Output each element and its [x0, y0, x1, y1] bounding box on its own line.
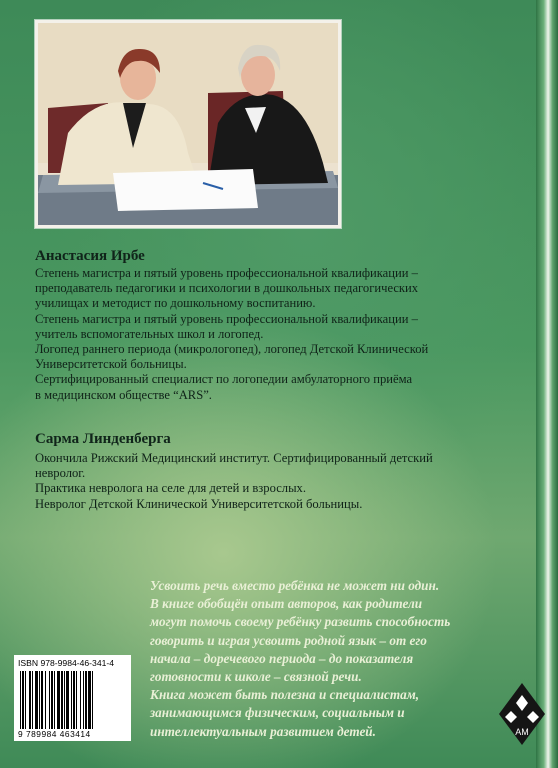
blurb-line: Усвоить речь вместо ребёнка не может ни один. [150, 578, 440, 593]
authors-photo [35, 20, 341, 228]
author2-bio [35, 451, 505, 512]
svg-text:AM: AM [515, 727, 529, 737]
blurb-line: говорить и играя усвоить родной язык – от его [150, 632, 427, 648]
blurb-line: В книге обобщён опыт авторов, как родители [150, 596, 423, 612]
bio-line: Невролог Детской Клинической Университетской больницы. [35, 496, 363, 511]
blurb-line: интеллектуальным развитием детей. [150, 723, 376, 739]
bio-line: Степень магистра и пятый уровень профессиональной квалификации – [35, 266, 418, 280]
bio-line: Сертифицированный специалист по логопедии амбулаторного приёма [35, 372, 413, 387]
isbn-label: ISBN 978-9984-46-341-4 [18, 658, 115, 668]
bio-line: преподаватель педагогики и психологии в дошкольных педагогических [35, 281, 419, 296]
bio-line: Практика невролога на селе для детей и взрослых. [35, 481, 306, 496]
blurb-line: занимающимся физическим, социальным и [150, 705, 405, 721]
isbn-barcode [14, 655, 131, 741]
blurb-line: могут помочь своему ребёнку развить способность [150, 614, 451, 630]
blurb-line: начала – доречевого периода – до показателя [150, 650, 414, 666]
bio-line: учитель вспомогательных школ и логопед. [35, 326, 264, 341]
bio-line: училищах и методист по дошкольному воспитанию. [35, 296, 316, 311]
book-blurb [150, 577, 530, 741]
author1-bio [35, 266, 505, 403]
barcode-icon [18, 671, 127, 729]
publisher-logo-icon [499, 683, 545, 745]
isbn-digits: 9 789984 463414 [18, 729, 91, 739]
blurb-line: Книга может быть полезна и специалистам, [150, 687, 420, 703]
author2-name: Сарма Линденберга [35, 431, 171, 447]
bio-line: Окончила Рижский Медицинский институт. Сертифицированный детский [35, 451, 433, 465]
bio-line: невролог. [35, 466, 86, 481]
bio-line: Степень магистра и пятый уровень профессиональной квалификации – [35, 311, 418, 326]
author1-name: Анастасия Ирбе [35, 248, 145, 264]
book-spine [536, 0, 558, 768]
blurb-line: готовности к школе – связной речи. [150, 669, 362, 685]
bio-line: Логопед раннего периода (микрологопед), логопед Детской Клинической [35, 342, 429, 357]
bio-line: в медицинском обществе “ARS”. [35, 387, 212, 402]
bio-line: Университетской больницы. [35, 357, 187, 372]
